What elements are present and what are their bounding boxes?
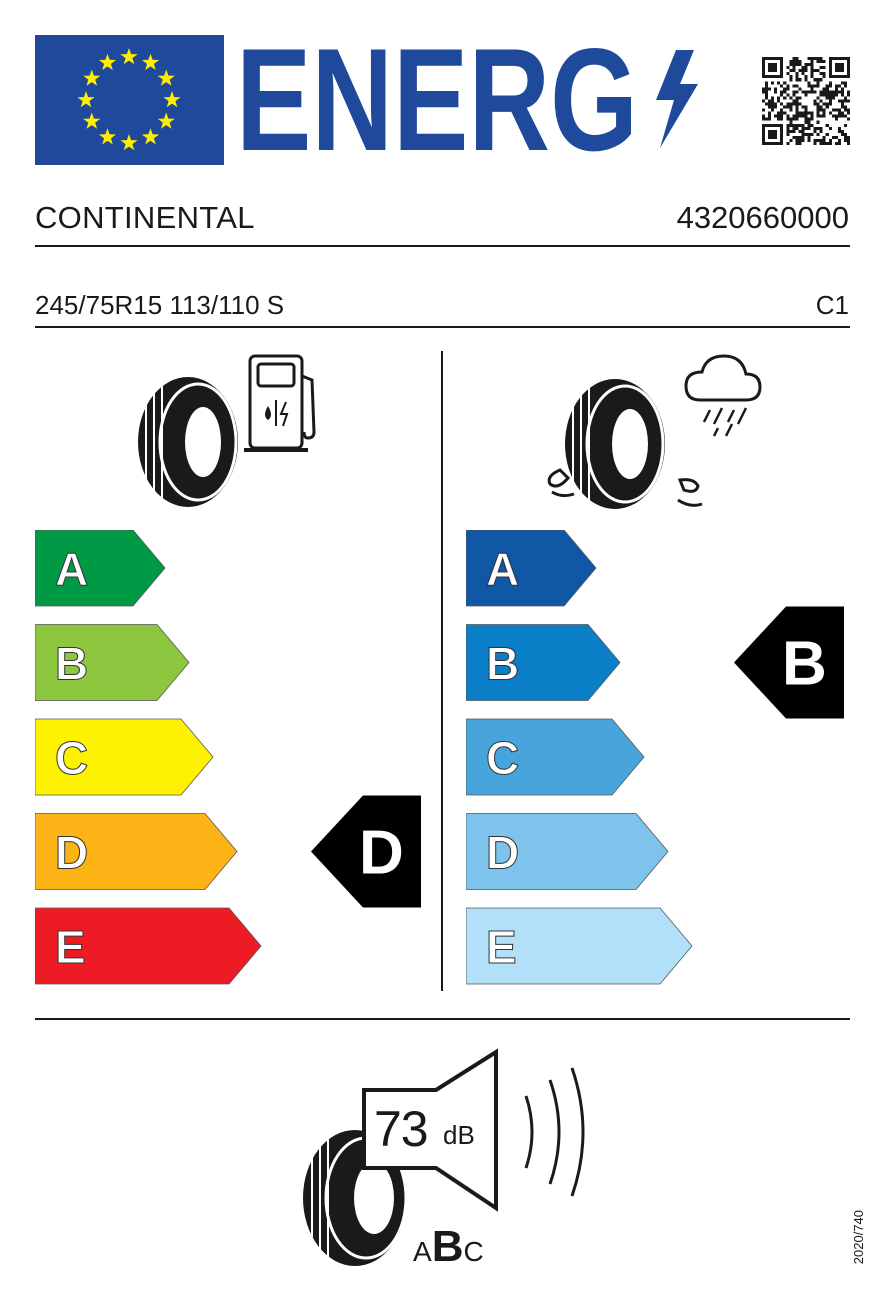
eu-star-icon [120,134,137,150]
brand-name: CONTINENTAL [35,200,255,235]
wet-bar-label: A [486,543,520,595]
eu-star-icon [99,128,116,144]
fuel-bar-label: D [55,826,89,879]
fuel-pump-icon [244,356,314,452]
wet-grip-scale [466,530,850,990]
noise-class-c: C [463,1236,484,1267]
noise-value: 73 [374,1101,428,1157]
fuel-bar-label: E [55,921,86,973]
eu-star-icon [120,48,137,64]
noise-class-b: B [431,1222,464,1271]
eu-flag-icon [35,35,224,165]
fuel-efficiency-icon [128,352,328,512]
eu-star-icon [158,113,175,129]
tyre-size: 245/75R15 113/110 S [35,290,285,320]
lightning-icon [656,50,698,148]
tyre-icon [138,377,238,507]
fuel-bar-label: A [55,543,89,595]
noise-class [413,1222,484,1272]
eu-star-icon [77,91,94,107]
fuel-bar-label: B [55,637,89,690]
wet-bar-label: E [486,921,517,973]
regulation-number: 2020/740 [851,1210,866,1265]
wet-grip-icon [540,352,790,514]
wet-selected-label: B [782,629,827,699]
divider [35,1018,850,1020]
eu-star-icon [142,54,159,70]
tyre-class: C1 [815,290,849,320]
eu-star-icon [83,113,100,129]
qr-code-icon [762,57,850,145]
energy-title-text: ENERG [236,38,638,158]
wet-bar-label: B [486,637,520,690]
eu-star-icon [163,91,180,107]
energy-title [236,38,716,158]
noise-class-a: A [413,1236,432,1267]
divider [35,326,850,328]
eu-star-icon [142,128,159,144]
eu-star-icon [99,54,116,70]
vertical-divider [441,351,443,991]
rain-cloud-icon [686,356,760,436]
fuel-selected-label: D [359,818,404,888]
eu-star-icon [158,70,175,86]
divider [35,245,850,247]
wet-bar-label: D [486,826,520,879]
article-code: 4320660000 [676,200,849,235]
sound-waves-icon [526,1068,583,1196]
fuel-efficiency-scale [35,530,435,990]
wet-bar-label: C [486,732,520,784]
fuel-bar-label: C [55,732,89,784]
noise-unit: dB [443,1120,475,1150]
eu-star-icon [83,70,100,86]
tyre-icon [565,379,665,509]
